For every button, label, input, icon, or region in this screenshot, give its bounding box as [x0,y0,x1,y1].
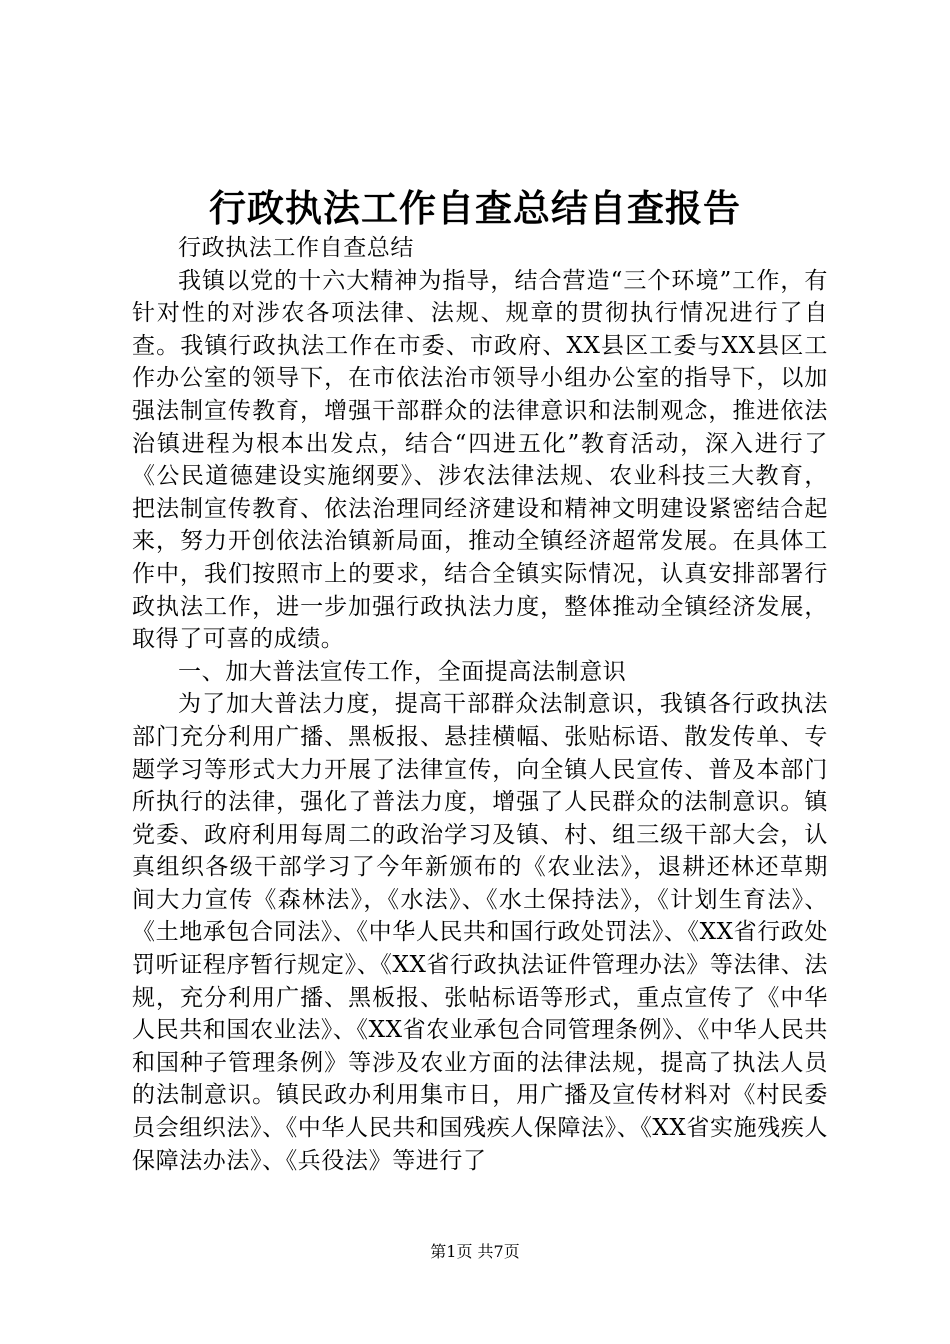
section-heading: 一、加大普法宣传工作，全面提高法制意识 [178,658,627,685]
subtitle-paragraph: 行政执法工作自查总结 [178,235,414,261]
document-title: 行政执法工作自查总结自查报告 [209,186,741,230]
page-footer: 第1页 共7页 [430,1242,520,1261]
document-body [132,232,828,1177]
body-paragraph: 为了加大普法力度，提高干部群众法制意识，我镇各行政执法部门充分利用广播、黑板报、悬挂横幅、张贴标语、散发传单、专题学习等形式大力开展了法律宣传，向全镇人民宣传、普及本部门所执行的法律，强化了普法力度，增强了人民群众的法制意识。镇党委、政府利用每周二的政治学习及镇、村、组三级干部大会，认真组织各级干部学习了今年新颁布的《农业法》，退耕还林还草期间大力宣传《森林法》，《水法》、《水土保持法》，《计划生育法》、《土地承包合同法》、《中华人民共和国行政处罚法》、《XX省行政处罚听证程序暂行规定》、《XX省行政执法证件管理办法》等法律、法规，充分利用广播、黑板报、张帖标语等形式，重点宣传了《中华人民共和国农业法》、《XX省农业承包合同管理条例》、《中华人民共和国种子管理条例》等涉及农业方面的法律法规，提高了执法人员的法制意识。镇民政办利用集市日，用广播及宣传材料对《村民委员会组织法》、《中华人民共和国残疾人保障法》、《XX省实施残疾人保障法办法》、《兵役法》等进行了 [132,691,828,1174]
body-paragraph: 我镇以党的十六大精神为指导，结合营造“三个环境”工作，有针对性的对涉农各项法律、法规、规章的贯彻执行情况进行了自查。我镇行政执法工作在市委、市政府、XX县区工委与XX县区工作办公室的领导下，在市依法治市领导小组办公室的指导下，以加强法制宣传教育，增强干部群众的法律意识和法制观念，推进依法治镇进程为根本出发点，结合“四进五化”教育活动，深入进行了《公民道德建设实施纲要》、涉农法律法规、农业科技三大教育，把法制宣传教育、依法治理同经济建设和精神文明建设紧密结合起来，努力开创依法治镇新局面，推动全镇经济超常发展。在具体工作中，我们按照市上的要求，结合全镇实际情况，认真安排部署行政执法工作，进一步加强行政执法力度，整体推动全镇经济发展，取得了可喜的成绩。 [132,267,828,653]
